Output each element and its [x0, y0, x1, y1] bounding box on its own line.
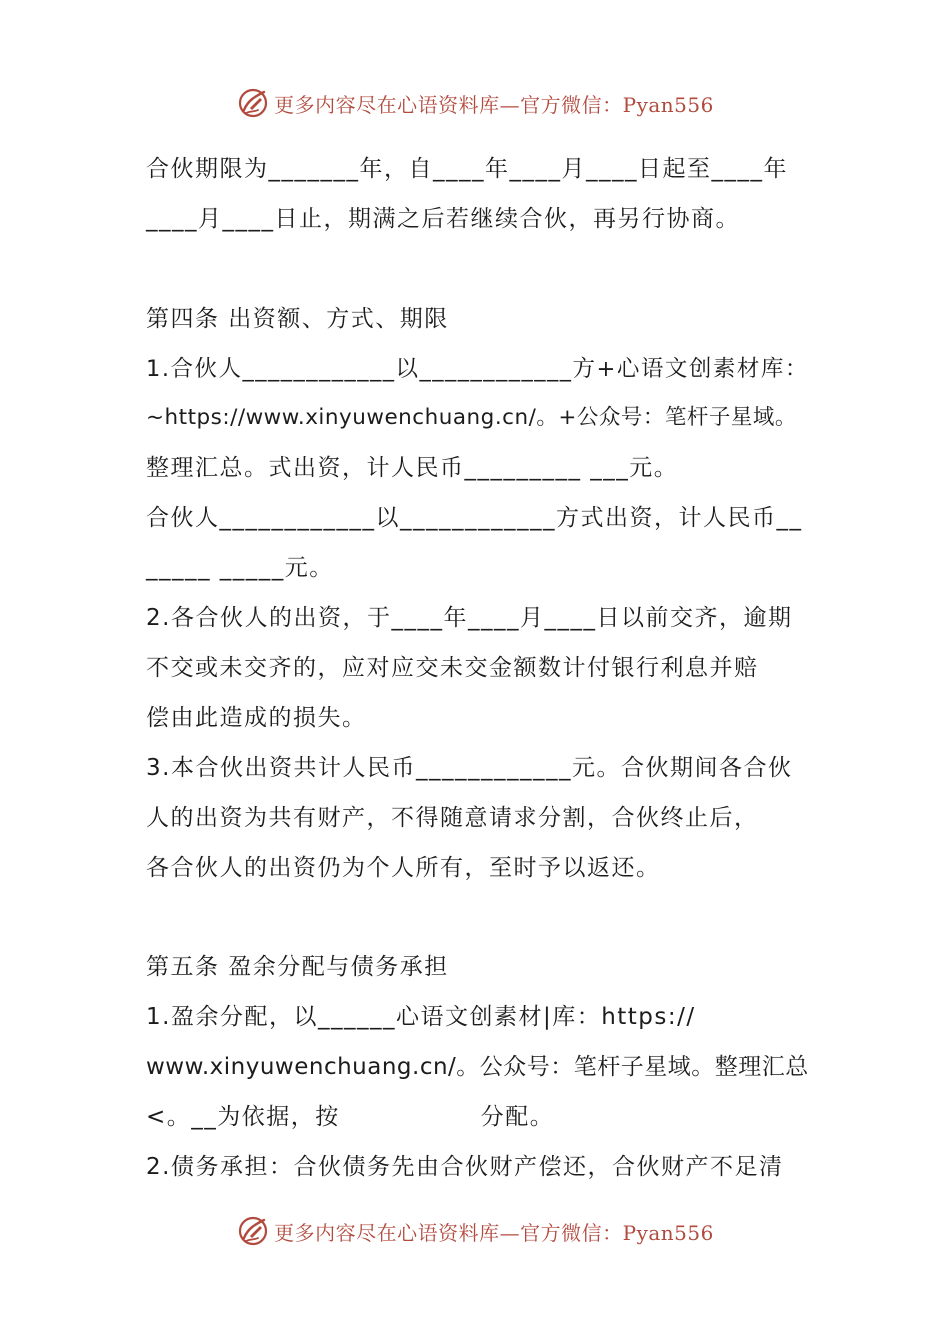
text-line: 2.各合伙人的出资，于____年____月____日以前交齐，逾期: [146, 605, 793, 631]
text-line: ____月____日止，期满之后若继续合伙，再另行协商。: [146, 206, 740, 232]
text-line: www.xinyuwenchuang.cn/。公众号：笔杆子星域。整理汇总: [146, 1054, 809, 1080]
text-line: 1.盈余分配，以______心语文创素材|库：https://: [146, 1004, 696, 1030]
watermark-text: 更多内容尽在心语资料库—官方微信：Pyan556: [274, 92, 714, 117]
text-line: 合伙人____________以____________方式出资，计人民币__: [146, 505, 803, 531]
text-line: _____ _____元。: [146, 555, 334, 581]
watermark-banner-bottom: [0, 1211, 950, 1251]
pen-swirl-logo-icon: [236, 86, 270, 120]
text-line: 合伙期限为_______年，自____年____月____日起至____年: [146, 156, 788, 182]
text-line: 人的出资为共有财产，不得随意请求分割，合伙终止后，: [146, 805, 759, 831]
pen-swirl-logo-icon: [236, 1214, 270, 1248]
text-line: 2.债务承担：合伙债务先由合伙财产偿还，合伙财产不足清: [146, 1154, 784, 1180]
text-line: 3.本合伙出资共计人民币____________元。合伙期间各合伙: [146, 755, 793, 781]
text-line: 1.合伙人____________以____________方+心语文创素材库：: [146, 356, 809, 382]
text-line: 各合伙人的出资仍为个人所有，至时予以返还。: [146, 855, 661, 881]
text-line: 整理汇总。式出资，计人民币_________ ___元。: [146, 455, 679, 481]
section-heading-4: 第四条 出资额、方式、期限: [146, 306, 449, 332]
text-line: 偿由此造成的损失。: [146, 705, 367, 731]
text-line: 不交或未交齐的，应对应交未交金额数计付银行利息并赔: [146, 655, 759, 681]
text-line: ~https://www.xinyuwenchuang.cn/。+公众号：笔杆子星域。: [146, 405, 797, 430]
watermark-banner-top: [0, 83, 950, 123]
watermark-text: 更多内容尽在心语资料库—官方微信：Pyan556: [274, 1220, 714, 1245]
text-line: <。__为依据，按 分配。: [146, 1104, 555, 1130]
section-heading-5: 第五条 盈余分配与债务承担: [146, 954, 449, 980]
